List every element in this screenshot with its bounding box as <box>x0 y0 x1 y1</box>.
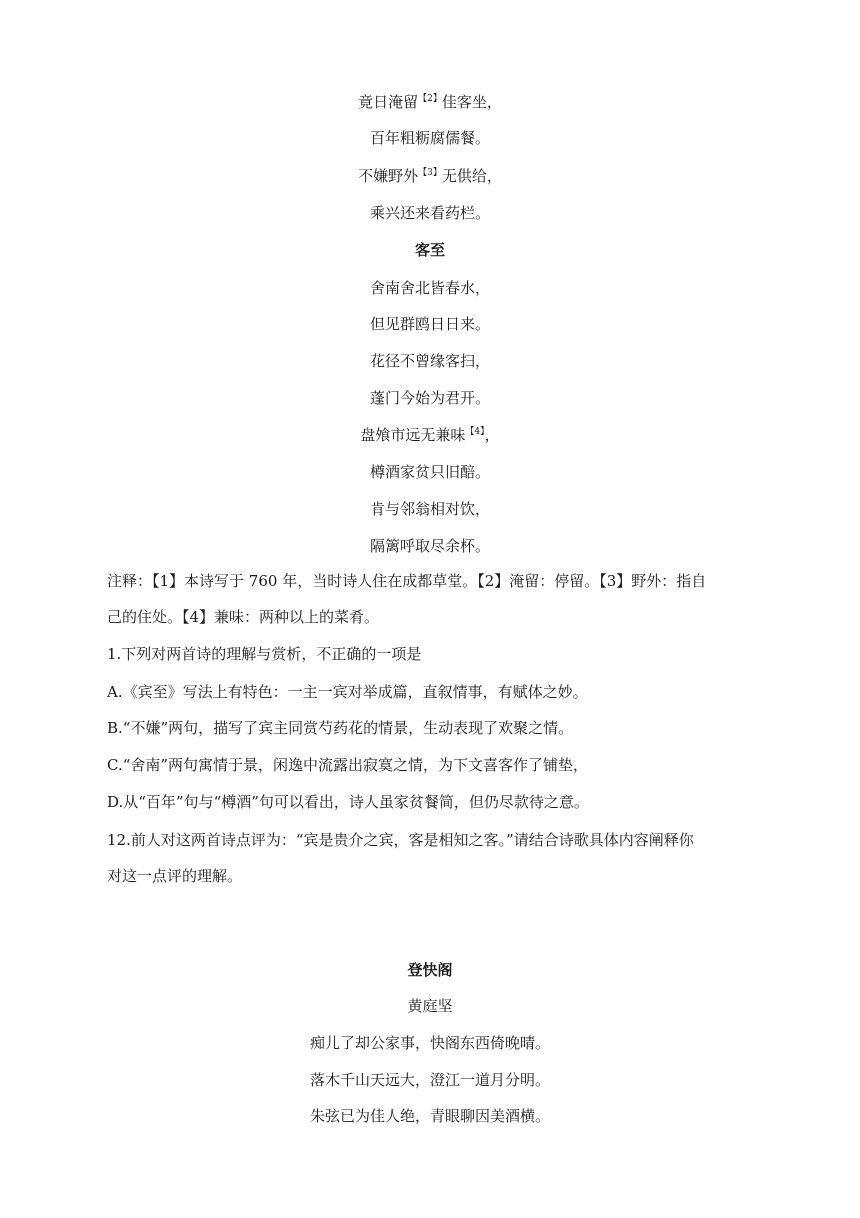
poem2-line: 花径不曾缘客扫， <box>369 352 490 370</box>
poem2-line: 肯与邻翁相对饮， <box>369 500 490 518</box>
poem3-author: 黄庭坚 <box>407 997 453 1015</box>
poem1-line: 百年粗粝腐儒餐。 <box>369 129 490 147</box>
answer-option: C.“舍南”两句寓情于景，闲逸中流露出寂寞之情，为下文喜客作了铺垫， <box>107 756 589 774</box>
notes-text: 己的住处。【4】兼味：两种以上的菜肴。 <box>107 608 380 626</box>
footnote-marker: 【2】 <box>418 94 442 104</box>
footnote-marker: 【3】 <box>418 168 442 178</box>
notes-text: 注释：【1】本诗写于 760 年，当时诗人住在成都草堂。【2】淹留：停留。【3】野外：指自 <box>107 572 707 590</box>
answer-option: A.《宾至》写法上有特色：一主一宾对举成篇，直叙情事，有赋体之妙。 <box>107 683 588 701</box>
poem1-line: 竟日淹留$^{【2】}$佳客坐， <box>358 93 502 111</box>
poem1-line: 不嫌野外$^{【3】}$无供给， <box>358 167 502 185</box>
poem3-title: 登快阁 <box>407 961 453 979</box>
answer-option: B.“不嫌”两句，描写了宾主同赏芍药花的情景，生动表现了欢聚之情。 <box>107 719 574 737</box>
poem1-line: 乘兴还来看药栏。 <box>369 204 490 222</box>
question-stem: 12.前人对这两首诗点评为：“宾是贵介之宾，客是相知之客。”请结合诗歌具体内容阐释你 <box>107 831 694 849</box>
poem2-line: 隔篱呼取尽余杯。 <box>369 537 490 555</box>
poem2-line: 盘飧市远无兼味$^{【4】}$， <box>360 426 500 444</box>
question-stem: 对这一点评的理解。 <box>107 867 243 885</box>
poem2-title: 客至 <box>414 241 445 259</box>
poem2-line: 舍南舍北皆春水， <box>369 279 490 297</box>
poem3-line: 痴儿了却公家事，快阁东西倚晚晴。 <box>309 1034 550 1052</box>
poem2-line: 樽酒家贫只旧醅。 <box>369 463 490 481</box>
answer-option: D.从“百年”句与“樽酒”句可以看出，诗人虽家贫餐简，但仍尽款待之意。 <box>107 793 589 811</box>
poem2-line: 但见群鸥日日来。 <box>369 315 490 333</box>
footnote-marker: 【4】 <box>465 427 485 437</box>
poem3-line: 落木千山天远大，澄江一道月分明。 <box>309 1071 550 1089</box>
poem3-line: 朱弦已为佳人绝，青眼聊因美酒横。 <box>309 1107 550 1125</box>
question-stem: 1.下列对两首诗的理解与赏析，不正确的一项是 <box>107 645 422 663</box>
poem2-line: 蓬门今始为君开。 <box>369 389 490 407</box>
